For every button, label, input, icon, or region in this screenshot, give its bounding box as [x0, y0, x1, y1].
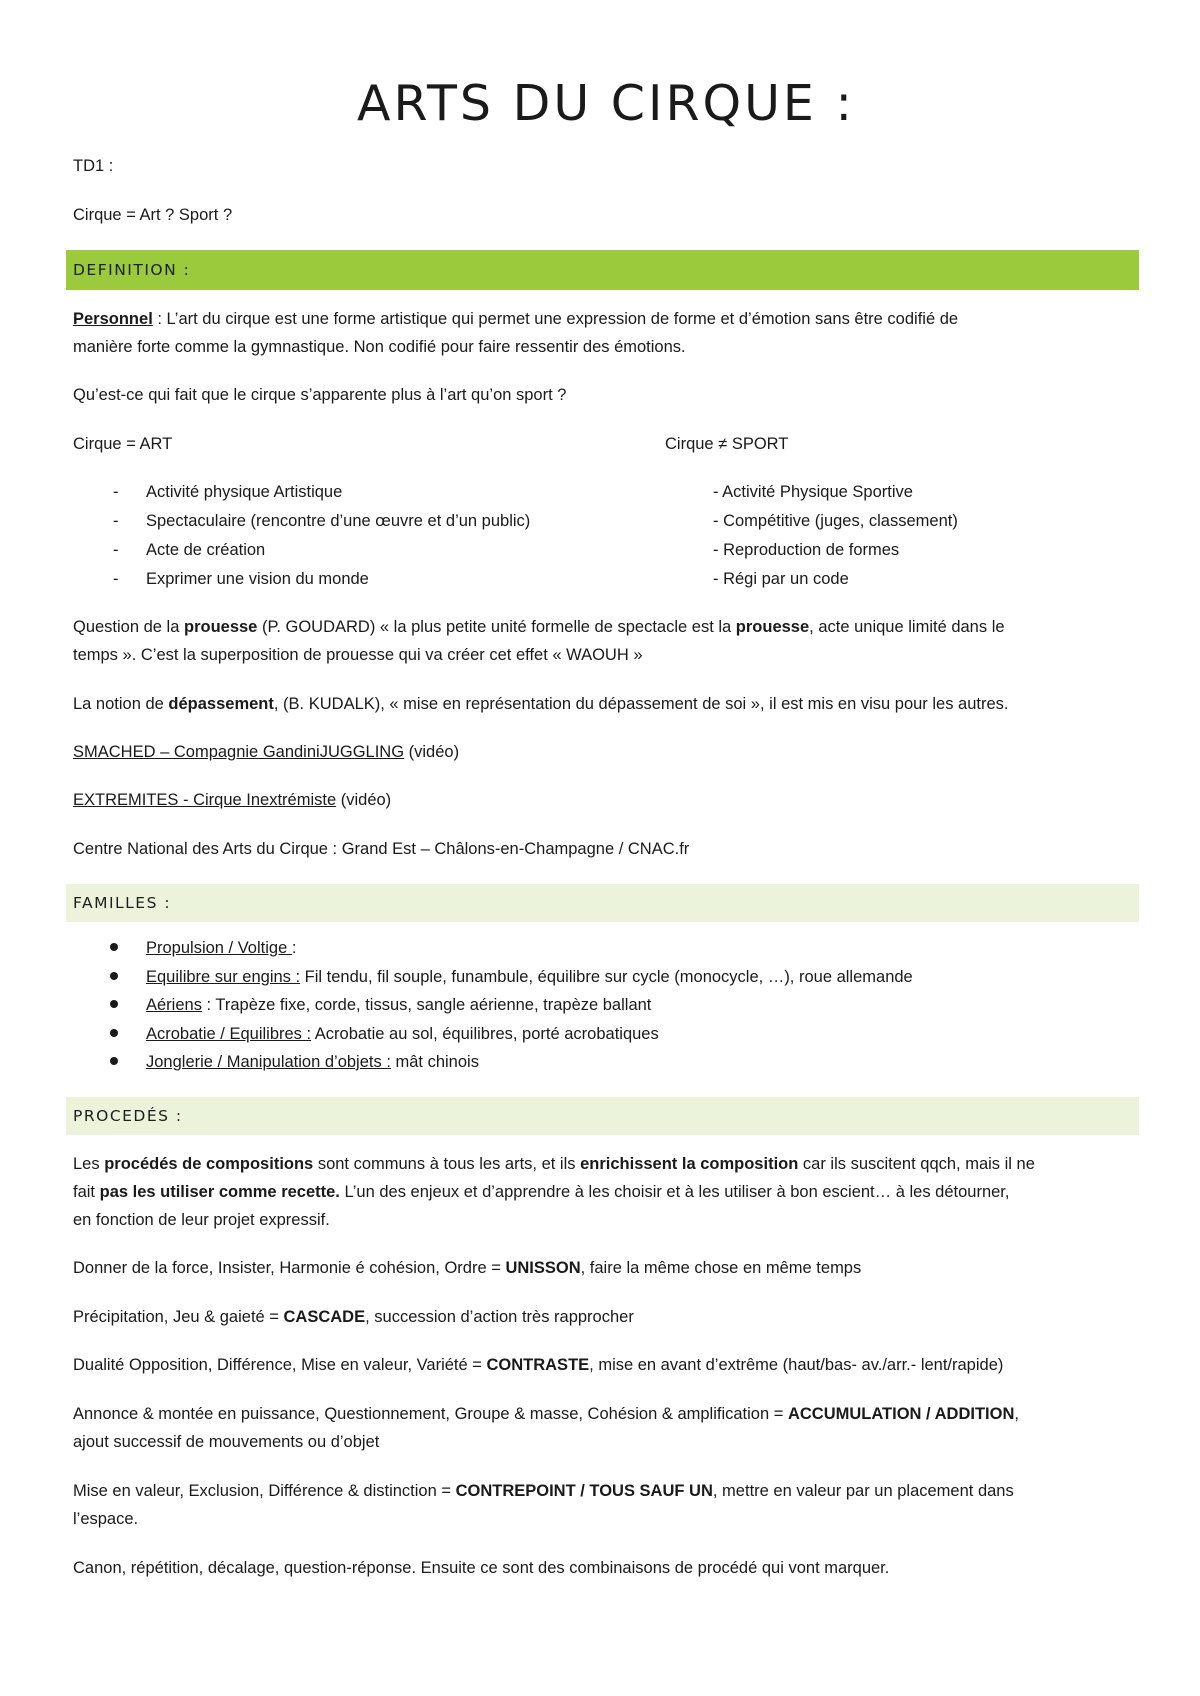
extremites-link[interactable]: EXTREMITES - Cirque Inextrémiste [73, 791, 337, 809]
text-run: Précipitation, Jeu & gaieté = [73, 1308, 284, 1326]
section-heading-familles: FAMILLES : [66, 884, 1139, 922]
list-item: - Compétitive (juges, classement) [713, 512, 958, 530]
list-item-text [146, 991, 651, 1019]
text-run: , faire la même chose en même temps [580, 1259, 862, 1277]
prouesse-line1 [73, 613, 1005, 641]
text-run: La notion de [73, 695, 169, 713]
famille-text: Fil tendu, fil souple, funambule, équilibre sur cycle (monocycle, …), roue allemande [300, 967, 913, 986]
dash-marker: - [113, 541, 119, 559]
text-run-bold: UNISSON [505, 1259, 581, 1277]
list-item-text [146, 1020, 659, 1048]
contrepoint-line2: l’espace. [73, 1510, 139, 1528]
procedes-intro-line2 [73, 1178, 1009, 1206]
procedes-intro-line1 [73, 1150, 1035, 1178]
bullet-icon [110, 1000, 118, 1008]
text-run-bold: enrichissent la composition [580, 1155, 799, 1173]
cnac-line: Centre National des Arts du Cirque : Grand Est – Châlons-en-Champagne / CNAC.fr [73, 840, 690, 858]
famille-label: Jonglerie / Manipulation d’objets : [146, 1053, 391, 1071]
text-run: , mise en avant d’extrême (haut/bas- av./arr.- lent/rapide) [589, 1356, 1004, 1374]
famille-label: Aériens [146, 996, 202, 1014]
text-run-bold: prouesse [184, 618, 258, 636]
bullet-icon [110, 943, 118, 951]
text-run: Annonce & montée en puissance, Questionnement, Groupe & masse, Cohésion & amplification = [73, 1405, 788, 1423]
text-run-bold: procédés de compositions [104, 1155, 314, 1173]
definition-personnel-line1 [73, 305, 958, 333]
text-run: Mise en valeur, Exclusion, Différence & distinction = [73, 1482, 456, 1500]
text-run-bold: dépassement [168, 695, 274, 713]
canon-line: Canon, répétition, décalage, question-réponse. Ensuite ce sont des combinaisons de procédé qui vont marquer. [73, 1559, 890, 1577]
accumulation-line2: ajout successif de mouvements ou d’objet [73, 1433, 380, 1451]
bullet-icon [110, 1057, 118, 1065]
bullet-icon [110, 972, 118, 980]
procedes-intro-line3: en fonction de leur projet expressif. [73, 1211, 330, 1229]
list-item-text [146, 963, 913, 991]
text-run: , acte unique limité dans le [809, 618, 1005, 636]
famille-text: mât chinois [390, 1053, 479, 1071]
dash-marker: - [113, 483, 119, 501]
sport-heading: Cirque ≠ SPORT [665, 435, 789, 453]
text-run: Donner de la force, Insister, Harmonie é cohésion, Ordre = [73, 1259, 506, 1277]
text-run: , [1014, 1405, 1019, 1423]
art-heading: Cirque = ART [73, 435, 173, 453]
text-run: (vidéo) [404, 743, 460, 761]
cascade-line [73, 1303, 634, 1331]
text-run: (P. GOUDARD) « la plus petite unité formelle de spectacle est la [257, 618, 736, 636]
definition-personnel-line2: manière forte comme la gymnastique. Non codifié pour faire ressentir des émotions. [73, 338, 686, 356]
personnel-text: : L’art du cirque est une forme artistique qui permet une expression de forme et d’émotion sans être codifié de [152, 310, 959, 328]
text-run: , (B. KUDALK), « mise en représentation du dépassement de soi », il est mis en visu pour les autres. [273, 695, 1009, 713]
text-run-bold: prouesse [735, 618, 810, 636]
prouesse-line2: temps ». C’est la superposition de prouesse qui va créer cet effet « WAOUH » [73, 646, 643, 664]
famille-text: : [291, 939, 297, 957]
text-run: Les [73, 1155, 105, 1173]
text-run: car ils suscitent qqch, mais il ne [798, 1155, 1035, 1173]
text-run: sont communs à tous les arts, et ils [313, 1155, 581, 1173]
section-heading-procedes: PROCEDÉS : [66, 1097, 1139, 1135]
text-run-bold: pas les utiliser comme recette. [99, 1183, 340, 1201]
section-heading-definition: DEFINITION : [66, 250, 1139, 290]
text-run-bold: CONTRASTE [486, 1356, 590, 1374]
text-run-bold: CONTREPOINT / TOUS SAUF UN [455, 1482, 713, 1500]
dash-marker: - [113, 570, 119, 588]
famille-label: Acrobatie / Equilibres : [146, 1024, 312, 1043]
text-run: (vidéo) [336, 791, 392, 809]
td-label: TD1 : [73, 157, 114, 175]
smached-line [73, 738, 459, 766]
text-run-bold: ACCUMULATION / ADDITION [787, 1405, 1015, 1423]
famille-text: : Trapèze fixe, corde, tissus, sangle aérienne, trapèze ballant [201, 996, 652, 1014]
list-item: - Activité Physique Sportive [713, 483, 913, 501]
depassement-line [73, 690, 1009, 718]
smached-link[interactable]: SMACHED – Compagnie GandiniJUGGLING [73, 743, 405, 761]
text-run: Dualité Opposition, Différence, Mise en valeur, Variété = [73, 1356, 487, 1374]
intro-question: Cirque = Art ? Sport ? [73, 206, 233, 224]
list-item-text: Exprimer une vision du monde [146, 570, 369, 588]
extremites-line [73, 786, 391, 814]
accumulation-line1 [73, 1400, 1019, 1428]
dash-marker: - [113, 512, 119, 530]
personnel-label: Personnel [73, 310, 153, 328]
text-run: fait [73, 1183, 100, 1201]
contrepoint-line1 [73, 1477, 1014, 1505]
text-run: Question de la [73, 618, 184, 636]
text-run: , mettre en valeur par un placement dans [712, 1482, 1014, 1500]
definition-question: Qu’est-ce qui fait que le cirque s’apparente plus à l’art qu’on sport ? [73, 386, 567, 404]
unisson-line [73, 1254, 861, 1282]
famille-label: Equilibre sur engins : [146, 967, 301, 986]
bullet-icon [110, 1029, 118, 1037]
famille-text: Acrobatie au sol, équilibres, porté acrobatiques [311, 1024, 659, 1043]
contraste-line [73, 1351, 1003, 1379]
list-item-text: Spectaculaire (rencontre d’une œuvre et d’un public) [146, 512, 531, 530]
text-run-bold: CASCADE [283, 1308, 366, 1326]
list-item: - Reproduction de formes [713, 541, 900, 559]
text-run: , succession d’action très rapprocher [365, 1308, 634, 1326]
list-item-text [146, 1048, 479, 1076]
text-run: L’un des enjeux et d’apprendre à les choisir et à les utiliser à bon escient… à les détourner, [339, 1183, 1010, 1201]
famille-label: Propulsion / Voltige [146, 939, 292, 957]
list-item-text: Acte de création [146, 541, 266, 559]
list-item: - Régi par un code [713, 570, 849, 588]
sport-list [713, 478, 958, 594]
page-title: ARTS DU CIRQUE : [357, 75, 855, 132]
list-item-text [146, 934, 296, 962]
list-item-text: Activité physique Artistique [146, 483, 343, 501]
